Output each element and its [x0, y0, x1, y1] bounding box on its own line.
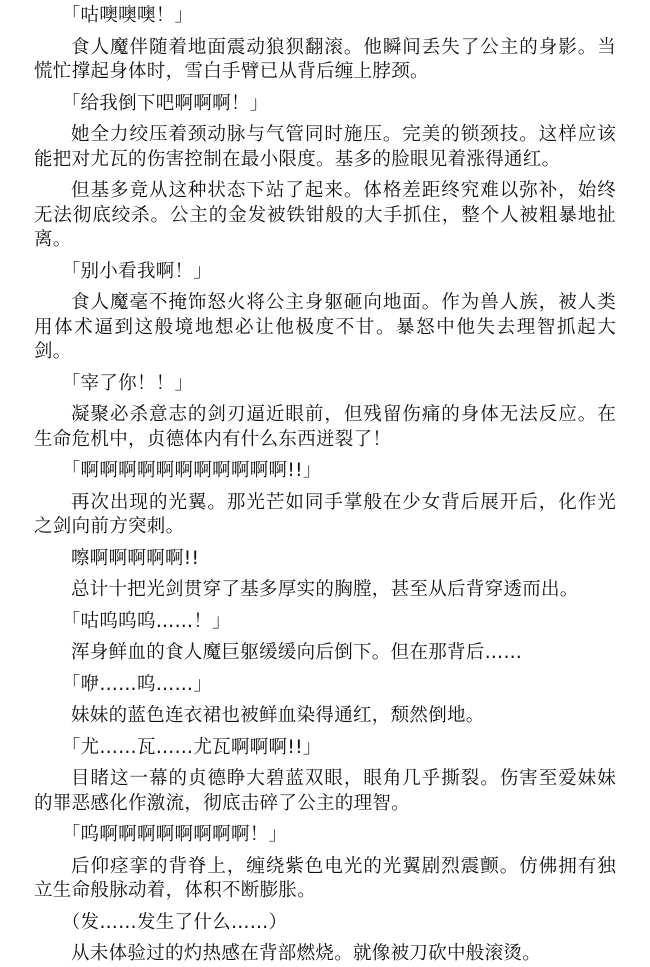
narration-paragraph: 妹妹的蓝色连衣裙也被鲜血染得通红，颓然倒地。 [71, 705, 485, 726]
thought-line: （发……发生了什么……） [61, 911, 288, 933]
dialog-line: 「啊啊啊啊啊啊啊啊啊啊啊!!」 [61, 460, 322, 481]
narration-paragraph: 浑身鲜血的食人魔巨躯缓缓向后倒下。但在那背后…… [71, 642, 523, 663]
narration-paragraph: 食人魔毫不掩饰怒火将公主身躯砸向地面。作为兽人族，被人类用体术逼到这般境地想必让他极度不甘。暴怒中他失去理智抓起大剑。 [34, 292, 616, 362]
dialog-line: 「咿……呜……」 [61, 673, 213, 695]
narration-paragraph: 从未体验过的灼热感在背部燃烧。就像被刀砍中般滚烫。 [71, 943, 542, 964]
narration-paragraph: 后仰痉挛的背脊上，缠绕紫色电光的光翼剧烈震颤。仿佛拥有独立生命般脉动着，体积不断膨胀。 [34, 855, 616, 901]
dialog-line: 「别小看我啊！」 [61, 260, 213, 282]
dialog-line: 「尤……瓦……尤瓦啊啊啊!!」 [61, 736, 322, 758]
dialog-line: 「给我倒下吧啊啊啊！」 [61, 92, 269, 114]
narration-paragraph: 总计十把光剑贯穿了基多厚实的胸膛，甚至从后背穿透而出。 [71, 579, 579, 600]
narration-paragraph: 但基多竟从这种状态下站了起来。体格差距终究难以弥补，始终无法彻底绞杀。公主的金发被铁钳般的大手抓住，整个人被粗暴地扯离。 [34, 180, 616, 250]
narration-paragraph: 食人魔伴随着地面震动狼狈翻滚。他瞬间丢失了公主的身影。当慌忙撑起身体时，雪白手臂已从背后缠上脖颈。 [34, 36, 616, 82]
dialog-line: 「宰了你！！」 [61, 372, 194, 394]
narration-paragraph: 目睹这一幕的贞德睁大碧蓝双眼，眼角几乎撕裂。伤害至爱妹妹的罪恶感化作激流，彻底击碎了公主的理智。 [34, 768, 616, 814]
narration-paragraph: 凝聚必杀意志的剑刃逼近眼前，但残留伤痛的身体无法反应。在生命危机中，贞德体内有什么东西迸裂了！ [34, 404, 616, 450]
narration-paragraph: 她全力绞压着颈动脉与气管同时施压。完美的锁颈技。这样应该能把对尤瓦的伤害控制在最小限度。基多的脸眼见着涨得通红。 [34, 124, 616, 170]
dialog-line: 「呜啊啊啊啊啊啊啊啊！」 [61, 824, 288, 845]
sound-effect-line: 嚓啊啊啊啊啊!! [71, 547, 200, 569]
dialog-line: 「咕噢噢噢！」 [61, 5, 194, 26]
narration-paragraph: 再次出现的光翼。那光芒如同手掌般在少女背后展开后，化作光之剑向前方突刺。 [34, 491, 616, 537]
dialog-line: 「咕呜呜呜……！」 [61, 610, 231, 632]
